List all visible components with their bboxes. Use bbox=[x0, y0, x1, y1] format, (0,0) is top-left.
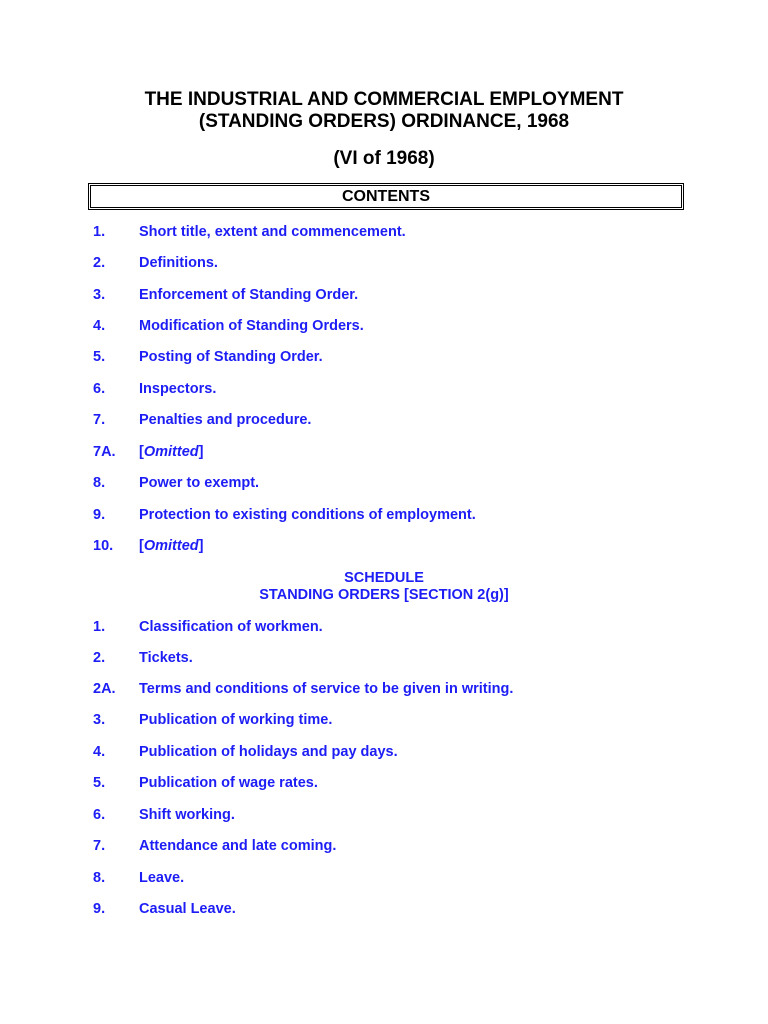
toc-entry-link[interactable]: Shift working. bbox=[139, 807, 235, 823]
toc-entry-number: 8. bbox=[93, 475, 106, 491]
toc-entry-number: 6. bbox=[93, 381, 106, 397]
toc-entry-link[interactable]: Definitions. bbox=[139, 255, 218, 271]
toc-entry-number: 10. bbox=[93, 538, 114, 554]
toc-entry-number: 1. bbox=[93, 619, 106, 635]
toc-entry-number: 5. bbox=[93, 349, 106, 365]
bracket-close: ] bbox=[198, 538, 204, 554]
toc-entry-number: 4. bbox=[93, 744, 106, 760]
toc-entry-link[interactable]: Penalties and procedure. bbox=[139, 412, 312, 428]
toc-entry-link[interactable]: Terms and conditions of service to be given in writing. bbox=[139, 681, 514, 697]
toc-entry-number: 7A. bbox=[93, 444, 116, 460]
toc-entry-link[interactable]: Posting of Standing Order. bbox=[139, 349, 323, 365]
bracket-open: [ bbox=[139, 444, 144, 460]
schedule-heading[interactable]: SCHEDULE bbox=[344, 570, 424, 586]
toc-entry-link[interactable]: Classification of workmen. bbox=[139, 619, 323, 635]
contents-heading: CONTENTS bbox=[342, 187, 430, 205]
toc-entry-number: 2. bbox=[93, 255, 106, 271]
document-title-line-2: (STANDING ORDERS) ORDINANCE, 1968 bbox=[198, 111, 570, 132]
toc-entry-link[interactable]: Publication of holidays and pay days. bbox=[139, 744, 398, 760]
omitted-label: Omitted bbox=[143, 538, 199, 554]
toc-entry-link[interactable]: Publication of wage rates. bbox=[139, 775, 318, 791]
toc-entry-link[interactable]: Protection to existing conditions of employment. bbox=[139, 507, 476, 523]
toc-entry-number: 2A. bbox=[93, 681, 116, 697]
toc-entry-number: 6. bbox=[93, 807, 106, 823]
toc-entry-number: 5. bbox=[93, 775, 106, 791]
toc-entry-link[interactable]: Tickets. bbox=[139, 650, 193, 666]
toc-entry-number: 8. bbox=[93, 870, 106, 886]
toc-entry-link[interactable]: Modification of Standing Orders. bbox=[139, 318, 364, 334]
toc-entry-number: 4. bbox=[93, 318, 106, 334]
toc-entry-link[interactable]: Power to exempt. bbox=[139, 475, 260, 491]
toc-entry-number: 9. bbox=[93, 901, 106, 917]
contents-heading-box bbox=[88, 183, 684, 210]
toc-entry-link[interactable]: Publication of working time. bbox=[139, 712, 333, 728]
toc-entry-link[interactable]: Inspectors. bbox=[139, 381, 217, 397]
toc-entry-number: 3. bbox=[93, 287, 106, 303]
toc-entry-link[interactable]: Casual Leave. bbox=[139, 901, 236, 917]
toc-entry-number: 7. bbox=[93, 838, 106, 854]
toc-entry-number: 3. bbox=[93, 712, 106, 728]
toc-entry-link[interactable]: Leave. bbox=[139, 870, 185, 886]
schedule-subheading[interactable]: STANDING ORDERS [SECTION 2(g)] bbox=[259, 587, 509, 603]
toc-entry-number: 7. bbox=[93, 412, 106, 428]
toc-entry-number: 2. bbox=[93, 650, 106, 666]
bracket-open: [ bbox=[139, 538, 144, 554]
toc-entry-number: 9. bbox=[93, 507, 106, 523]
bracket-close: ] bbox=[198, 444, 204, 460]
toc-entry-link[interactable] bbox=[139, 442, 203, 462]
document-title-line-1: THE INDUSTRIAL AND COMMERCIAL EMPLOYMENT bbox=[144, 89, 624, 110]
toc-entry-number: 1. bbox=[93, 224, 106, 240]
toc-entry-link[interactable]: Enforcement of Standing Order. bbox=[139, 287, 359, 303]
toc-entry-link[interactable]: Short title, extent and commencement. bbox=[139, 224, 406, 240]
act-number: (VI of 1968) bbox=[333, 148, 435, 169]
omitted-label: Omitted bbox=[143, 444, 199, 460]
toc-entry-link[interactable]: Attendance and late coming. bbox=[139, 838, 337, 854]
toc-entry-link[interactable] bbox=[139, 536, 203, 556]
